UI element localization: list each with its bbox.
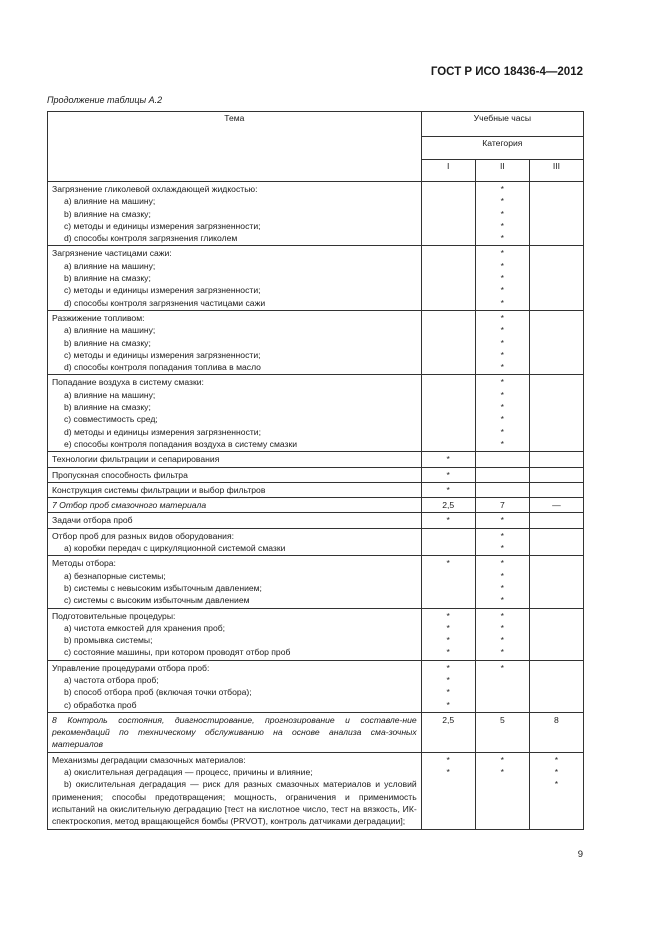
topic-subitem: a) чистота емкостей для хранения проб; <box>64 622 226 633</box>
asterisk-mark: * <box>446 699 450 710</box>
topic-cell <box>48 482 422 497</box>
asterisk-mark: * <box>554 754 559 765</box>
asterisk-mark: * <box>500 248 504 259</box>
asterisk-mark: * <box>446 662 450 673</box>
table-row <box>48 452 584 467</box>
topic-subitem: d) способы контроля попадания топлива в масло <box>64 362 261 373</box>
hours-value: 7 <box>499 500 505 511</box>
topic-cell <box>48 310 422 374</box>
page-number: 9 <box>577 849 583 860</box>
table-row <box>48 556 584 608</box>
asterisk-mark: * <box>446 674 450 685</box>
asterisk-mark: * <box>446 610 450 621</box>
category-iii-cell <box>529 310 583 374</box>
hours-value: 8 <box>554 714 559 725</box>
category-i-cell <box>421 246 475 310</box>
asterisk-mark: * <box>500 595 504 606</box>
asterisk-mark: * <box>446 515 450 526</box>
topic-title: Разжижение топливом: <box>52 312 145 323</box>
topic-subitem: b) влияние на смазку; <box>64 208 151 219</box>
category-ii-cell <box>475 660 529 712</box>
asterisk-mark: * <box>500 260 504 271</box>
table-body <box>48 182 584 830</box>
topic-title: Технологии фильтрации и сепарирования <box>52 454 220 465</box>
topic-subitem: a) окислительная деградация — процесс, причины и влияние; <box>64 767 313 778</box>
table-continuation-caption: Продолжение таблицы А.2 <box>47 95 163 105</box>
asterisk-mark: * <box>446 469 450 480</box>
topic-subitem: a) влияние на машину; <box>64 260 156 271</box>
category-ii-cell <box>475 246 529 310</box>
topic-subitem: e) способы контроля попадания воздуха в систему смазки <box>64 438 298 449</box>
topic-subitem: c) методы и единицы измерения загрязненности; <box>64 285 261 296</box>
asterisk-mark: * <box>446 484 450 495</box>
column-header-category-i: I <box>421 160 475 182</box>
category-iii-cell <box>529 752 583 829</box>
asterisk-mark: * <box>500 349 504 360</box>
table-row <box>48 310 584 374</box>
asterisk-mark: * <box>500 582 504 593</box>
category-i-cell <box>421 310 475 374</box>
topic-subitem: a) безнапорные системы; <box>64 570 166 581</box>
category-iii-cell <box>529 452 583 467</box>
category-i-cell <box>421 482 475 497</box>
asterisk-mark: * <box>500 414 504 425</box>
asterisk-mark: * <box>500 285 504 296</box>
asterisk-mark: * <box>500 312 504 323</box>
asterisk-mark: * <box>500 220 504 231</box>
category-ii-cell <box>475 513 529 528</box>
asterisk-mark: * <box>446 754 450 765</box>
asterisk-mark: * <box>500 558 504 569</box>
topic-subitem: d) способы контроля загрязнения гликолем <box>64 233 238 244</box>
category-i-cell <box>421 375 475 452</box>
topic-subitem: d) способы контроля загрязнения частицами сажи <box>64 297 266 308</box>
category-ii-cell <box>475 482 529 497</box>
category-ii-cell <box>475 498 529 513</box>
category-i-cell <box>421 712 475 752</box>
asterisk-mark: * <box>500 570 504 581</box>
document-header: ГОСТ Р ИСО 18436-4—2012 <box>430 66 583 78</box>
topic-cell <box>48 752 422 829</box>
category-ii-cell <box>475 712 529 752</box>
category-iii-cell <box>529 556 583 608</box>
column-header-category-iii: III <box>529 160 583 182</box>
table-row <box>48 528 584 556</box>
category-iii-cell <box>529 182 583 246</box>
category-ii-cell <box>475 375 529 452</box>
topic-title: Загрязнение гликолевой охлаждающей жидкостью: <box>52 184 258 194</box>
topic-subitem: c) методы и единицы измерения загрязненности; <box>64 220 261 231</box>
topic-title: Отбор проб для разных видов оборудования: <box>52 530 235 541</box>
topic-subitem: b) окислительная деградация — риск для разных смазочных материалов и условий применения; способы предотвращения; мощность, ограничения и применимость испытаний на окислительную деградацию [тест на кислотное число, тест на вязкость, ИК-спектроскопия, метод вращающейся бомбы (PRVOT), контроль датчиками деградации]; <box>52 779 417 827</box>
hours-value: — <box>552 500 561 511</box>
topic-title: 7 Отбор проб смазочного материала <box>52 500 207 511</box>
asterisk-mark: * <box>446 767 450 778</box>
asterisk-mark: * <box>500 543 504 554</box>
topic-title: Конструкция системы фильтрации и выбор фильтров <box>52 484 266 495</box>
asterisk-mark: * <box>500 362 504 373</box>
section-row <box>48 498 584 513</box>
category-ii-cell <box>475 467 529 482</box>
asterisk-mark: * <box>446 687 450 698</box>
asterisk-mark: * <box>500 635 504 646</box>
table-row <box>48 467 584 482</box>
category-i-cell <box>421 513 475 528</box>
topic-subitem: b) влияние на смазку; <box>64 402 151 413</box>
topic-cell <box>48 452 422 467</box>
topic-subitem: b) промывка системы; <box>64 635 153 646</box>
asterisk-mark: * <box>500 622 504 633</box>
table-row <box>48 752 584 829</box>
topic-cell <box>48 712 422 752</box>
category-ii-cell <box>475 608 529 660</box>
category-i-cell <box>421 498 475 513</box>
category-ii-cell <box>475 182 529 246</box>
topic-subitem: a) частота отбора проб; <box>64 674 159 685</box>
category-iii-cell <box>529 375 583 452</box>
asterisk-mark: * <box>446 558 450 569</box>
asterisk-mark: * <box>500 530 504 541</box>
category-i-cell <box>421 608 475 660</box>
topic-subitem: c) состояние машины, при котором проводят отбор проб <box>64 647 291 658</box>
asterisk-mark: * <box>446 647 450 658</box>
category-iii-cell <box>529 498 583 513</box>
topic-subitem: a) коробки передач с циркуляционной системой смазки <box>64 543 286 554</box>
asterisk-mark: * <box>500 610 504 621</box>
topic-title: Управление процедурами отбора проб: <box>52 662 210 673</box>
asterisk-mark: * <box>500 515 504 526</box>
hours-value: 2,5 <box>442 714 455 725</box>
asterisk-mark: * <box>500 196 504 207</box>
asterisk-mark: * <box>500 662 504 673</box>
table-row <box>48 660 584 712</box>
category-i-cell <box>421 528 475 556</box>
topic-subitem: c) совместимость сред; <box>64 414 158 425</box>
category-iii-cell <box>529 528 583 556</box>
topic-subitem: b) влияние на смазку; <box>64 273 151 284</box>
topic-cell <box>48 660 422 712</box>
asterisk-mark: * <box>500 297 504 308</box>
topic-subitem: a) влияние на машину; <box>64 196 156 207</box>
category-iii-cell <box>529 712 583 752</box>
asterisk-mark: * <box>500 273 504 284</box>
asterisk-mark: * <box>554 767 559 778</box>
asterisk-mark: * <box>500 389 504 400</box>
column-header-category: Категория <box>421 137 583 160</box>
table-row <box>48 246 584 310</box>
topic-cell <box>48 182 422 246</box>
category-iii-cell <box>529 513 583 528</box>
topic-subitem: a) влияние на машину; <box>64 325 156 336</box>
column-header-topic: Тема <box>48 112 422 182</box>
topic-subitem: c) системы с высоким избыточным давлением <box>64 595 250 606</box>
topic-subitem: c) обработка проб <box>64 699 137 710</box>
asterisk-mark: * <box>446 635 450 646</box>
column-header-training-hours: Учебные часы <box>421 112 583 137</box>
topic-cell <box>48 556 422 608</box>
topic-subitem: c) методы и единицы измерения загрязненности; <box>64 349 261 360</box>
asterisk-mark: * <box>554 779 559 790</box>
category-iii-cell <box>529 467 583 482</box>
asterisk-mark: * <box>500 767 504 778</box>
category-iii-cell <box>529 608 583 660</box>
table-row <box>48 182 584 246</box>
asterisk-mark: * <box>500 377 504 388</box>
topic-subitem: b) способ отбора проб (включая точки отбора); <box>64 687 252 698</box>
topic-title: Методы отбора: <box>52 558 116 569</box>
topic-title: Пропускная способность фильтра <box>52 469 188 480</box>
category-i-cell <box>421 660 475 712</box>
topic-cell <box>48 498 422 513</box>
category-ii-cell <box>475 752 529 829</box>
training-hours-table <box>47 111 584 830</box>
topic-cell <box>48 528 422 556</box>
table-row <box>48 375 584 452</box>
column-header-category-ii: II <box>475 160 529 182</box>
asterisk-mark: * <box>500 402 504 413</box>
table-row <box>48 513 584 528</box>
category-ii-cell <box>475 556 529 608</box>
asterisk-mark: * <box>500 426 504 437</box>
asterisk-mark: * <box>500 233 504 244</box>
asterisk-mark: * <box>500 754 504 765</box>
topic-subitem: b) системы с невысоким избыточным давлением; <box>64 582 262 593</box>
category-i-cell <box>421 452 475 467</box>
category-i-cell <box>421 752 475 829</box>
category-i-cell <box>421 556 475 608</box>
category-ii-cell <box>475 528 529 556</box>
category-i-cell <box>421 467 475 482</box>
category-ii-cell <box>475 452 529 467</box>
topic-cell <box>48 608 422 660</box>
topic-subitem: d) методы и единицы измерения загрязненности; <box>64 426 261 437</box>
category-ii-cell <box>475 310 529 374</box>
topic-title: Загрязнение частицами сажи: <box>52 248 172 259</box>
topic-cell <box>48 467 422 482</box>
table-row <box>48 608 584 660</box>
topic-subitem: b) влияние на смазку; <box>64 337 151 348</box>
category-i-cell <box>421 182 475 246</box>
asterisk-mark: * <box>500 337 504 348</box>
table-row <box>48 482 584 497</box>
hours-value: 2,5 <box>442 500 455 511</box>
asterisk-mark: * <box>446 454 450 465</box>
category-iii-cell <box>529 660 583 712</box>
section-row <box>48 712 584 752</box>
asterisk-mark: * <box>500 184 504 194</box>
topic-title: Механизмы деградации смазочных материалов: <box>52 754 246 765</box>
topic-title: Задачи отбора проб <box>52 515 133 526</box>
asterisk-mark: * <box>446 622 450 633</box>
topic-title: 8 Контроль состояния, диагностирование, прогнозирование и составле-ние рекомендаций по техническому обслуживанию на основе анализа сма-зочных материалов <box>52 714 417 750</box>
asterisk-mark: * <box>500 438 504 449</box>
asterisk-mark: * <box>500 325 504 336</box>
topic-cell <box>48 513 422 528</box>
category-iii-cell <box>529 246 583 310</box>
topic-subitem: a) влияние на машину; <box>64 389 156 400</box>
topic-cell <box>48 246 422 310</box>
topic-title: Попадание воздуха в систему смазки: <box>52 377 204 388</box>
category-iii-cell <box>529 482 583 497</box>
asterisk-mark: * <box>500 647 504 658</box>
topic-cell <box>48 375 422 452</box>
asterisk-mark: * <box>500 208 504 219</box>
topic-title: Подготовительные процедуры: <box>52 610 176 621</box>
hours-value: 5 <box>499 714 505 725</box>
